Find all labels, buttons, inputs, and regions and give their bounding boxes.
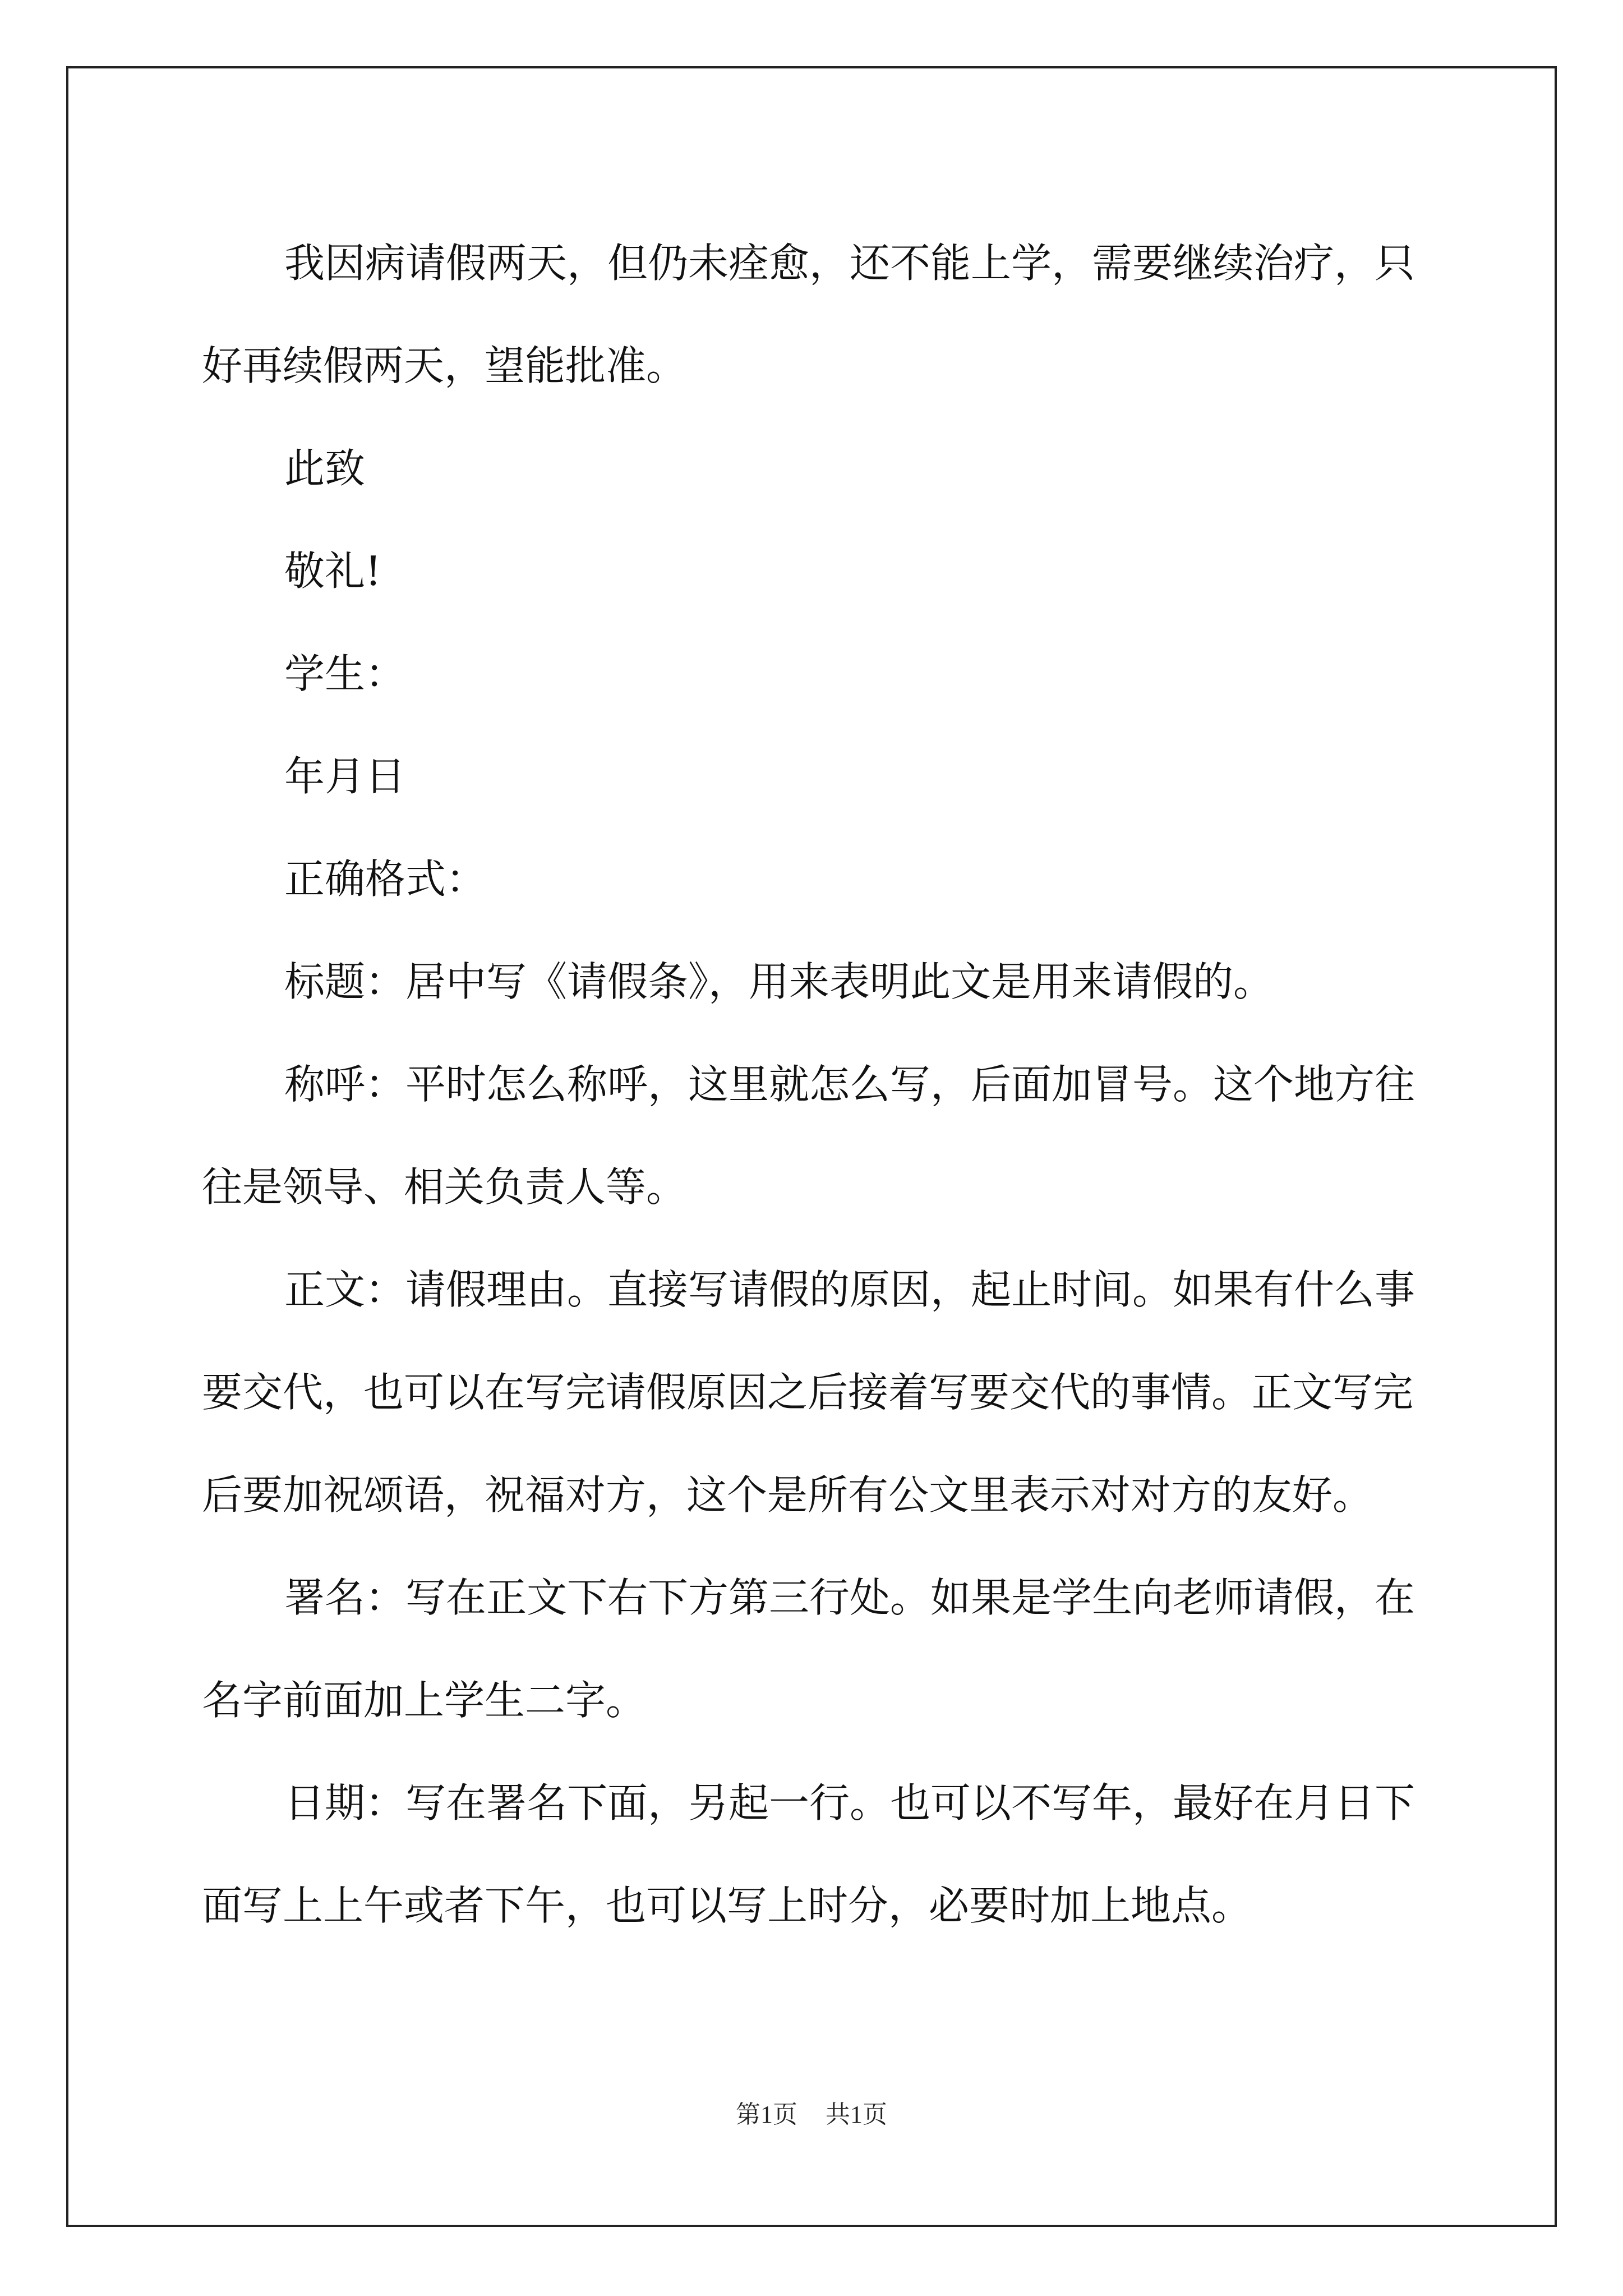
- paragraph-closing-cizhi: 此致: [284, 445, 366, 492]
- paragraph-student-signature: 学生：: [284, 650, 406, 697]
- paragraph-format-heading: 正确格式：: [284, 855, 487, 903]
- document-body: [202, 212, 1446, 1957]
- paragraph-closing-jingli: 敬礼!: [284, 547, 381, 595]
- paragraph-date: 年月日: [284, 753, 406, 800]
- page-total: 共1页: [826, 2101, 887, 2128]
- paragraph-format-title: 标题：居中写《请假条》，用来表明此文是用来请假的。: [284, 958, 1274, 1005]
- paragraph-format-signature: 署名：写在正文下右下方第三行处。如果是学生向老师请假，在名字前面加上学生二字。: [202, 1574, 1415, 1724]
- paragraph-format-body: 正文：请假理由。直接写请假的原因，起止时间。如果有什么事要交代，也可以在写完请假原因之后接着写要交代的事情。正文写完后要加祝颂语，祝福对方，这个是所有公文里表示对对方的友好。: [202, 1266, 1415, 1519]
- paragraph-format-date: 日期：写在署名下面，另起一行。也可以不写年，最好在月日下面写上上午或者下午，也可以写上时分，必要时加上地点。: [202, 1779, 1415, 1929]
- paragraph-format-salutation: 称呼：平时怎么称呼，这里就怎么写，后面加冒号。这个地方往往是领导、相关负责人等。: [202, 1061, 1415, 1211]
- paragraph-sick-leave: 我因病请假两天，但仍未痊愈，还不能上学，需要继续治疗，只好再续假两天，望能批准。: [202, 240, 1415, 389]
- page-footer: [0, 2098, 1623, 2132]
- page-number: 第1页: [736, 2101, 797, 2128]
